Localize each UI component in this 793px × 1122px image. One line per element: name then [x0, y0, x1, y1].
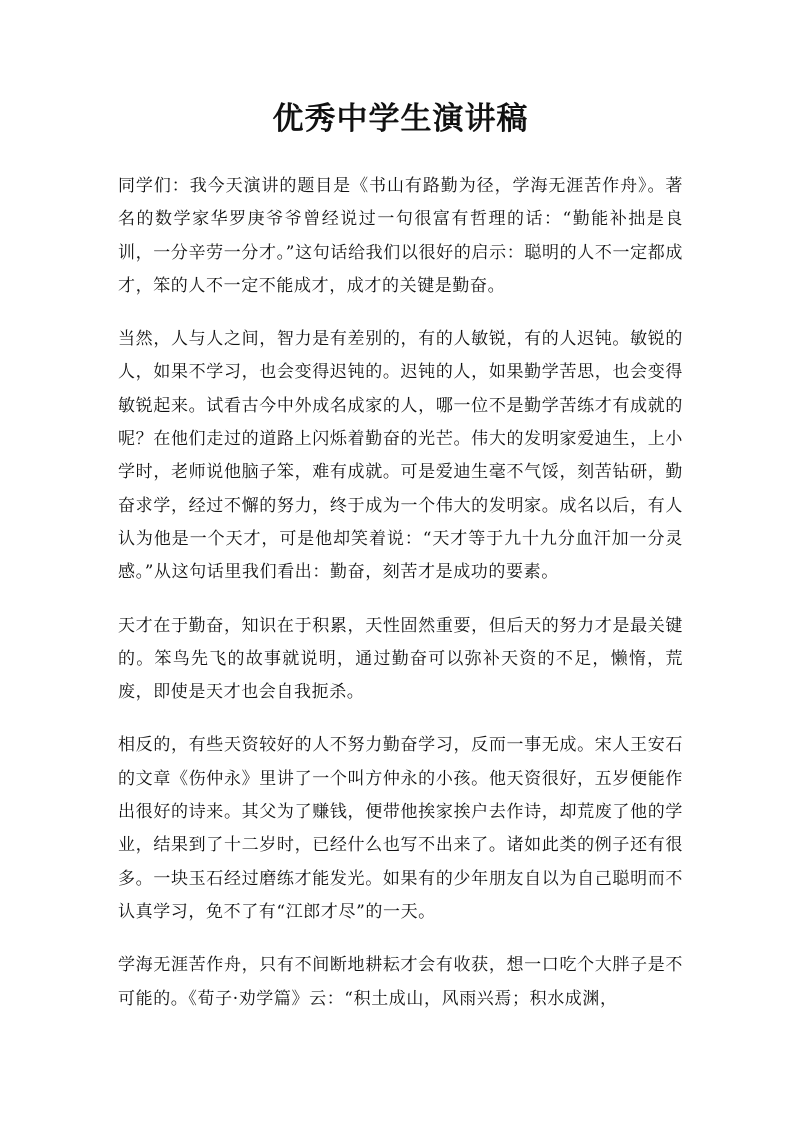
paragraph-2: 当然，人与人之间，智力是有差别的，有的人敏锐，有的人迟钝。敏锐的人，如果不学习，也会变得迟钝的。迟钝的人，如果勤学苦思，也会变得敏锐起来。试看古今中外成名成家的人，哪一位不是勤学苦练才有成就的呢？在他们走过的道路上闪烁着勤奋的光芒。伟大的发明家爱迪生，上小学时，老师说他脑子笨，难有成就。可是爱迪生毫不气馁，刻苦钻研，勤奋求学，经过不懈的努力，终于成为一个伟大的发明家。成名以后，有人认为他是一个天才，可是他却笑着说：“天才等于九十九分血汗加一分灵感。”从这句话里我们看出：勤奋，刻苦才是成功的要素。 [118, 329, 683, 583]
paragraph-1: 同学们：我今天演讲的题目是《书山有路勤为径，学海无涯苦作舟》。著名的数学家华罗庚爷爷曾经说过一句很富有哲理的话：“勤能补拙是良训，一分辛劳一分才。”这句话给我们以很好的启示：聪明的人不一定都成才，笨的人不一定不能成才，成才的关键是勤奋。 [118, 176, 683, 296]
paragraph-4: 相反的，有些天资较好的人不努力勤奋学习，反而一事无成。宋人王安石的文章《伤仲永》里讲了一个叫方仲永的小孩。他天资很好，五岁便能作出很好的诗来。其父为了赚钱，便带他挨家挨户去作诗，却荒废了他的学业，结果到了十二岁时，已经什么也写不出来了。诸如此类的例子还有很多。一块玉石经过磨练才能发光。如果有的少年朋友自以为自己聪明而不认真学习，免不了有“江郎才尽”的一天。 [118, 735, 683, 922]
document-title: 优秀中学生演讲稿 [272, 101, 529, 137]
paragraph-3: 天才在于勤奋，知识在于积累，天性固然重要，但后天的努力才是最关键的。笨鸟先飞的故事就说明，通过勤奋可以弥补天资的不足，懒惰，荒废，即使是天才也会自我扼杀。 [118, 615, 683, 703]
document-body [118, 170, 683, 1016]
paragraph-5: 学海无涯苦作舟，只有不间断地耕耘才会有收获，想一口吃个大胖子是不可能的。《荀子·劝学篇》云：“积土成山，风雨兴焉；积水成渊， [118, 955, 683, 1009]
